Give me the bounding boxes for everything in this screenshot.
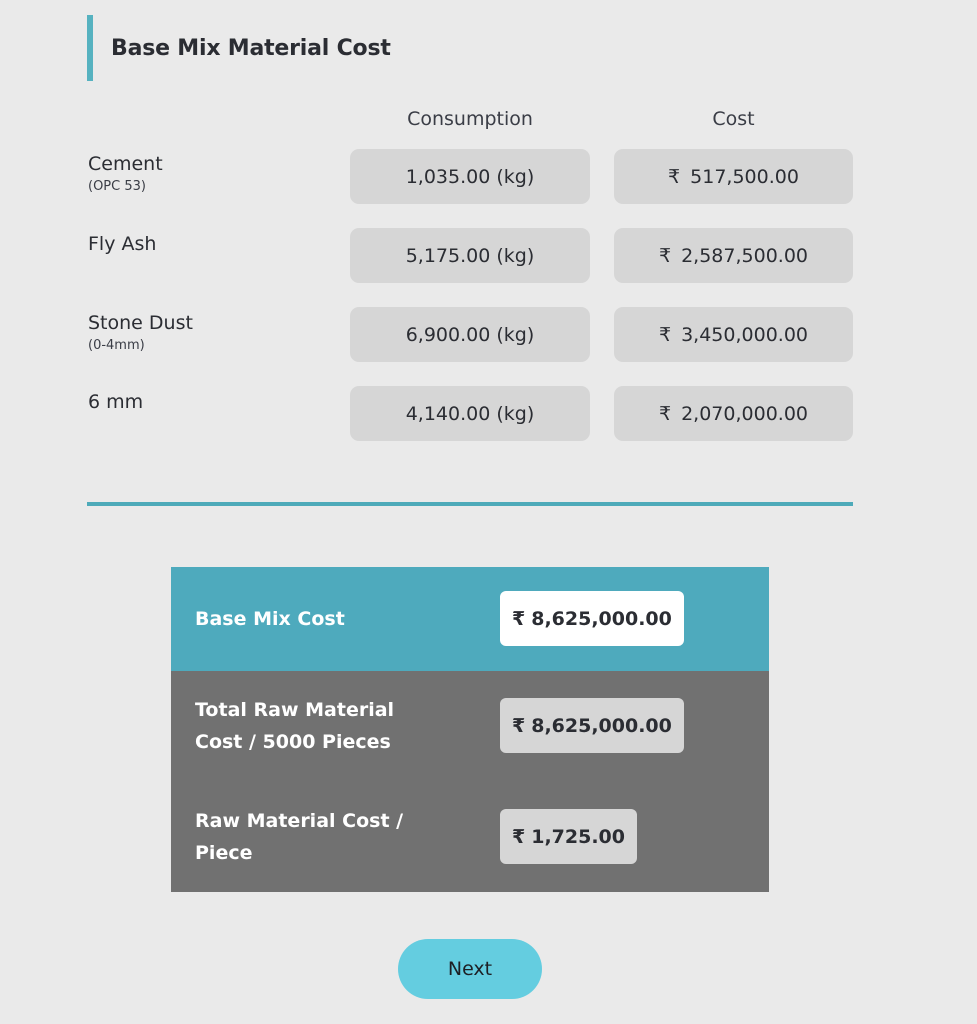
rupee-icon: ₹ <box>512 607 526 630</box>
rupee-icon: ₹ <box>658 402 672 425</box>
raw-material-cost-per-piece-amount: 1,725.00 <box>531 825 625 848</box>
material-name: Cement <box>88 153 163 175</box>
column-header-cost: Cost <box>712 108 755 130</box>
cost-field-cement <box>614 149 853 204</box>
consumption-field-6mm <box>350 386 590 441</box>
base-mix-cost-label: Base Mix Cost <box>195 608 345 630</box>
rupee-icon: ₹ <box>658 323 672 346</box>
base-mix-cost-amount: 8,625,000.00 <box>531 607 672 630</box>
consumption-value: 6,900.00 (kg) <box>405 323 535 346</box>
cost-value: 2,070,000.00 <box>681 402 808 425</box>
rupee-icon: ₹ <box>658 244 672 267</box>
consumption-value: 1,035.00 (kg) <box>405 165 535 188</box>
column-header-consumption: Consumption <box>407 108 533 130</box>
cost-field-6mm <box>614 386 853 441</box>
cost-value: 3,450,000.00 <box>681 323 808 346</box>
cost-summary-panel <box>171 567 769 892</box>
cost-field-fly-ash <box>614 228 853 283</box>
consumption-field-stone-dust <box>350 307 590 362</box>
base-mix-cost-value <box>500 591 684 646</box>
consumption-field-cement <box>350 149 590 204</box>
section-header <box>87 15 391 81</box>
material-name: Fly Ash <box>88 233 157 255</box>
summary-row-base-mix <box>171 567 769 671</box>
consumption-field-fly-ash <box>350 228 590 283</box>
raw-material-cost-per-piece-label: Raw Material Cost / Piece <box>195 810 404 864</box>
cost-field-stone-dust <box>614 307 853 362</box>
material-grade: (0-4mm) <box>88 338 145 353</box>
material-label-cement <box>88 152 163 196</box>
total-raw-material-cost-amount: 8,625,000.00 <box>531 714 672 737</box>
material-grade: (OPC 53) <box>88 179 146 194</box>
total-raw-material-cost-value <box>500 698 684 753</box>
cost-value: 2,587,500.00 <box>681 244 808 267</box>
material-label-6mm <box>88 390 143 414</box>
cost-value: 517,500.00 <box>690 165 799 188</box>
consumption-value: 4,140.00 (kg) <box>405 402 535 425</box>
summary-row-per-piece <box>171 781 769 892</box>
material-name: Stone Dust <box>88 312 193 334</box>
rupee-icon: ₹ <box>512 825 526 848</box>
consumption-value: 5,175.00 (kg) <box>405 244 535 267</box>
summary-row-total-raw <box>171 671 769 781</box>
material-name: 6 mm <box>88 391 144 413</box>
material-label-stone-dust <box>88 311 193 355</box>
section-title: Base Mix Material Cost <box>111 35 391 61</box>
total-raw-material-cost-label: Total Raw Material Cost / 5000 Pieces <box>195 699 395 753</box>
rupee-icon: ₹ <box>512 714 526 737</box>
material-label-fly-ash <box>88 232 156 256</box>
next-button[interactable]: Next <box>398 939 542 999</box>
section-divider <box>87 502 853 506</box>
rupee-icon: ₹ <box>668 165 681 188</box>
raw-material-cost-per-piece-value <box>500 809 637 864</box>
